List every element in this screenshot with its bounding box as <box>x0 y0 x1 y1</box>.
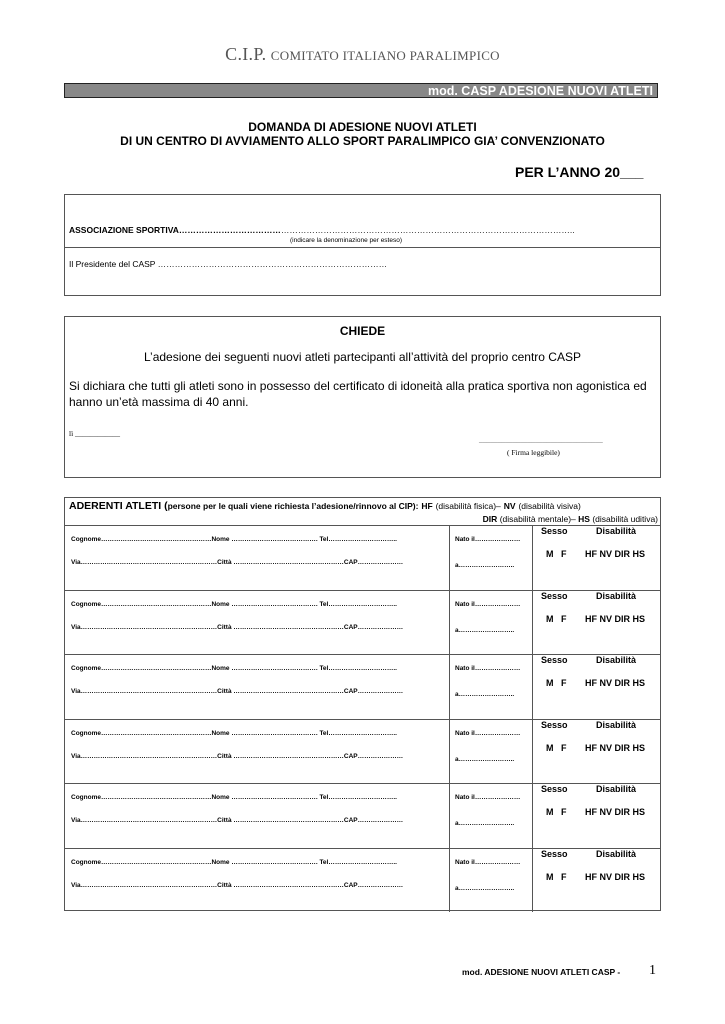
address-field[interactable]: Via………………………………………………………Città ……………………………………………CAP………………… <box>71 817 404 824</box>
address-field[interactable]: Via………………………………………………………Città ……………………………………………CAP………………… <box>71 881 404 889</box>
association-field[interactable] <box>69 225 575 235</box>
disability-header: Disabilità <box>596 655 637 665</box>
name-field[interactable]: Cognome……………………………………………Nome …………………………………. Tel………………………….. <box>71 729 397 737</box>
org-name: COMITATO ITALIANO PARALIMPICO <box>270 48 500 63</box>
doc-title-line2: DI UN CENTRO DI AVVIAMENTO ALLO SPORT PARALIMPICO GIA’ CONVENZIONATO <box>120 134 605 148</box>
disability-options: HF NV DIR HS <box>585 678 646 688</box>
disability-header: Disabilità <box>596 590 637 601</box>
divider <box>65 247 660 248</box>
birthplace-field[interactable]: a…………………….. <box>455 820 515 827</box>
address-field[interactable]: Via………………………………………………………Città ……………………………………………CAP………………… <box>71 559 404 566</box>
name-field[interactable]: Cognome……………………………………………Nome …………………………………. Tel………………………….. <box>71 858 397 866</box>
disability-header: Disabilità <box>596 784 637 794</box>
athletes-table <box>64 497 661 911</box>
president-field[interactable]: Il Presidente del CASP ……………………………………………………………………… <box>69 259 388 269</box>
birthplace-field[interactable]: a…………………….. <box>455 562 515 569</box>
birthdate-field[interactable]: Nato il………………… <box>455 600 521 608</box>
request-line2: Si dichiara che tutti gli atleti sono in possesso del certificato di idoneità alla pratica sportiva non agonistica ed hanno un’età massima di 40 anni. <box>69 379 647 409</box>
address-field[interactable]: Via………………………………………………………Città ……………………………………………CAP………………… <box>71 623 404 631</box>
mod-bar: mod. CASP ADESIONE NUOVI ATLETI <box>64 83 658 98</box>
birthplace-field[interactable]: a…………………….. <box>455 884 515 892</box>
signature-caption: ( Firma leggibile) <box>507 448 560 457</box>
association-hint: (indicare la denominazione per esteso) <box>290 237 403 244</box>
sex-header: Sesso <box>541 848 568 859</box>
request-box <box>64 316 661 478</box>
sex-header: Sesso <box>541 719 568 730</box>
name-field[interactable]: Cognome……………………………………………Nome …………………………………. Tel………………………….. <box>71 794 397 801</box>
sex-options: M F <box>546 871 567 882</box>
name-field[interactable]: Cognome……………………………………………Nome …………………………………. Tel………………………….. <box>71 536 397 543</box>
doc-title-line1: DOMANDA DI ADESIONE NUOVI ATLETI <box>248 120 477 134</box>
birthplace-field[interactable]: a…………………….. <box>455 691 515 698</box>
birthplace-field[interactable]: a…………………….. <box>455 626 515 634</box>
address-field[interactable]: Via………………………………………………………Città ……………………………………………CAP………………… <box>71 688 404 695</box>
association-box <box>64 194 661 296</box>
request-title: CHIEDE <box>339 324 386 338</box>
disability-header: Disabilità <box>596 526 637 536</box>
sex-header: Sesso <box>541 590 568 601</box>
name-field[interactable]: Cognome……………………………………………Nome …………………………………. Tel………………………….. <box>71 600 397 608</box>
org-title <box>0 44 725 65</box>
name-field[interactable]: Cognome……………………………………………Nome …………………………………. Tel………………………….. <box>71 665 397 672</box>
athletes-header-line2: DIR (disabilità mentale)– HS (disabilità uditiva) <box>482 514 658 524</box>
sex-options: M F <box>546 807 567 817</box>
disability-options: HF NV DIR HS <box>585 807 646 817</box>
disability-options: HF NV DIR HS <box>585 613 646 624</box>
sex-options: M F <box>546 549 567 559</box>
birthdate-field[interactable]: Nato il………………… <box>455 536 521 543</box>
sex-header: Sesso <box>541 784 568 794</box>
address-field[interactable]: Via………………………………………………………Città ……………………………………………CAP………………… <box>71 752 404 760</box>
disability-options: HF NV DIR HS <box>585 549 646 559</box>
athletes-header-line1: ADERENTI ATLETI (persone per le quali viene richiesta l’adesione/rinnovo al CIP): HF (disabilità fisica)– NV (disabilità visiva) <box>69 500 581 512</box>
birthplace-field[interactable]: a…………………….. <box>455 755 515 763</box>
sex-options: M F <box>546 613 567 624</box>
sex-options: M F <box>546 678 567 688</box>
request-line1: L’adesione dei seguenti nuovi atleti partecipanti all’attività del proprio centro CASP <box>144 350 581 364</box>
birthdate-field[interactable]: Nato il………………… <box>455 665 521 672</box>
birthdate-field[interactable]: Nato il………………… <box>455 729 521 737</box>
sex-header: Sesso <box>541 655 568 665</box>
disability-header: Disabilità <box>596 848 637 859</box>
year-line: PER L’ANNO 20___ <box>515 164 644 180</box>
place-date-field[interactable]: lì ____________ <box>69 429 121 438</box>
birthdate-field[interactable]: Nato il………………… <box>455 858 521 866</box>
association-label: ASSOCIAZIONE SPORTIVA……………………………… <box>69 225 281 235</box>
association-dots: ………………………………………………………………………………………….. <box>280 225 575 235</box>
footer-label: mod. ADESIONE NUOVI ATLETI CASP - <box>462 967 621 977</box>
page-number: 1 <box>649 963 656 978</box>
sex-header: Sesso <box>541 526 568 536</box>
signature-line[interactable]: _________________________________ <box>479 435 603 444</box>
disability-options: HF NV DIR HS <box>585 871 646 882</box>
org-prefix: C.I.P. <box>225 44 267 64</box>
disability-options: HF NV DIR HS <box>585 742 646 753</box>
birthdate-field[interactable]: Nato il………………… <box>455 794 521 801</box>
sex-options: M F <box>546 742 567 753</box>
disability-header: Disabilità <box>596 719 637 730</box>
